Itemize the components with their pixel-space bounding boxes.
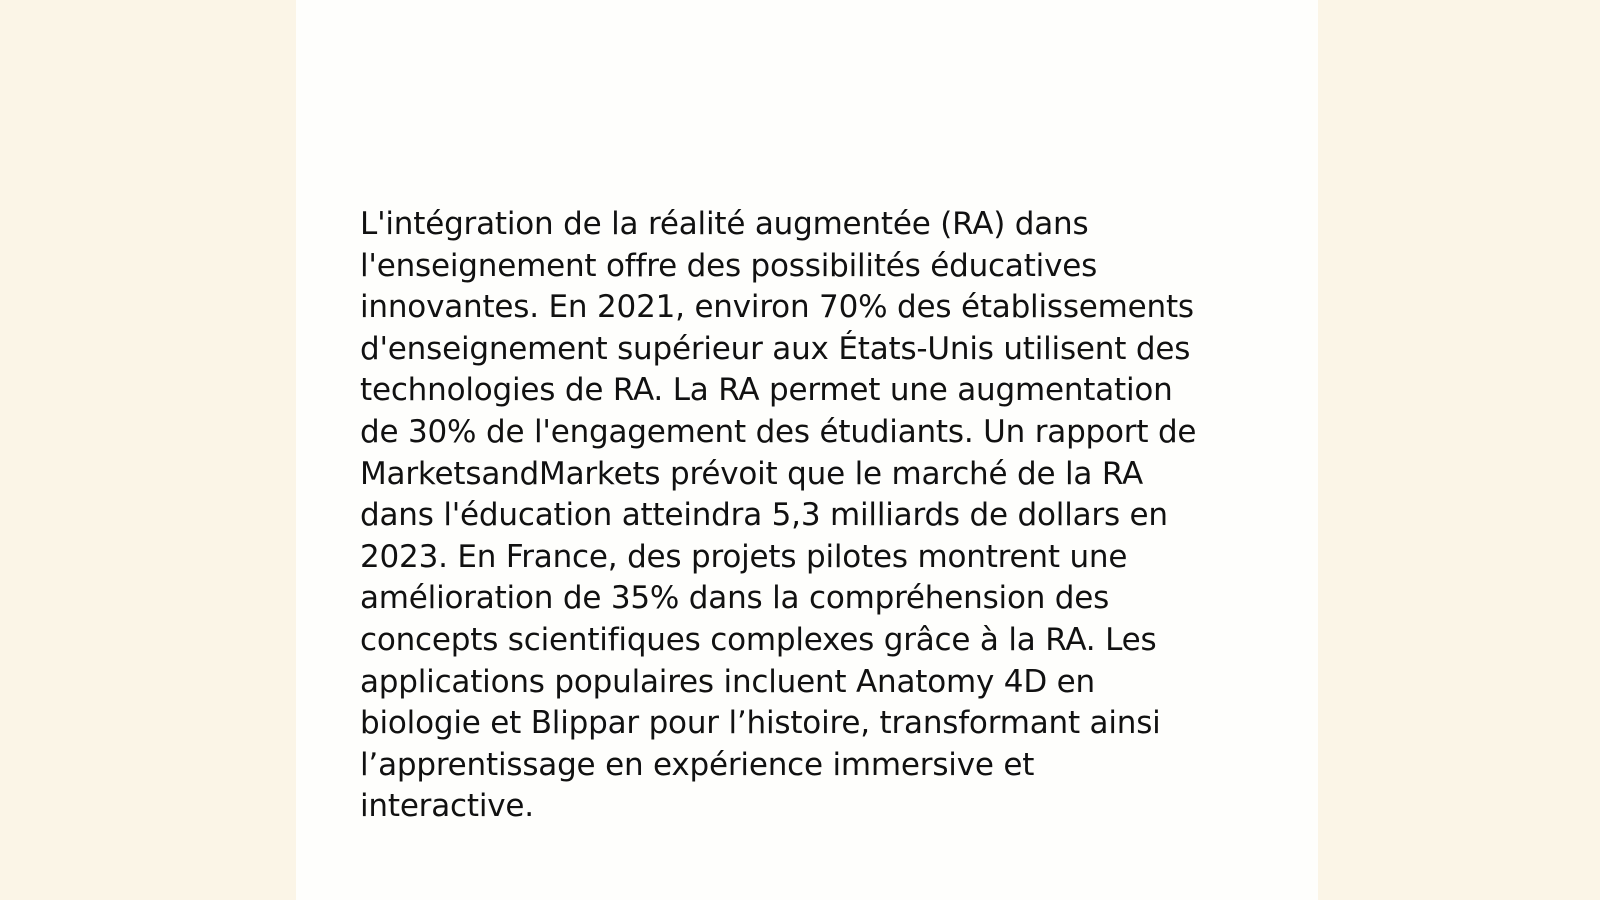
paragraph-line: applications populaires incluent Anatomy 4D en [360, 663, 1095, 700]
paragraph-line: dans l'éducation atteindra 5,3 milliards de dollars en [360, 497, 1168, 534]
paragraph-line: technologies de RA. La RA permet une augmentation [360, 372, 1173, 409]
body-paragraph [360, 204, 1260, 828]
paragraph-line: MarketsandMarkets prévoit que le marché de la RA [360, 455, 1143, 492]
paragraph-line: de 30% de l'engagement des étudiants. Un rapport de [360, 413, 1197, 450]
paragraph-line: l’apprentissage en expérience immersive et [360, 746, 1035, 783]
paragraph-line: interactive. [360, 788, 534, 825]
paragraph-line: biologie et Blippar pour l’histoire, transformant ainsi [360, 705, 1161, 742]
paragraph-line: concepts scientifiques complexes grâce à la RA. Les [360, 621, 1157, 658]
paragraph-line: amélioration de 35% dans la compréhension des [360, 580, 1110, 617]
paragraph-line: d'enseignement supérieur aux États-Unis utilisent des [360, 330, 1191, 367]
document-page [296, 0, 1318, 900]
paragraph-line: l'enseignement offre des possibilités éducatives [360, 247, 1098, 284]
paragraph-line: 2023. En France, des projets pilotes montrent une [360, 538, 1128, 575]
paragraph-line: innovantes. En 2021, environ 70% des établissements [360, 289, 1194, 326]
paragraph-line: L'intégration de la réalité augmentée (RA) dans [360, 206, 1089, 242]
